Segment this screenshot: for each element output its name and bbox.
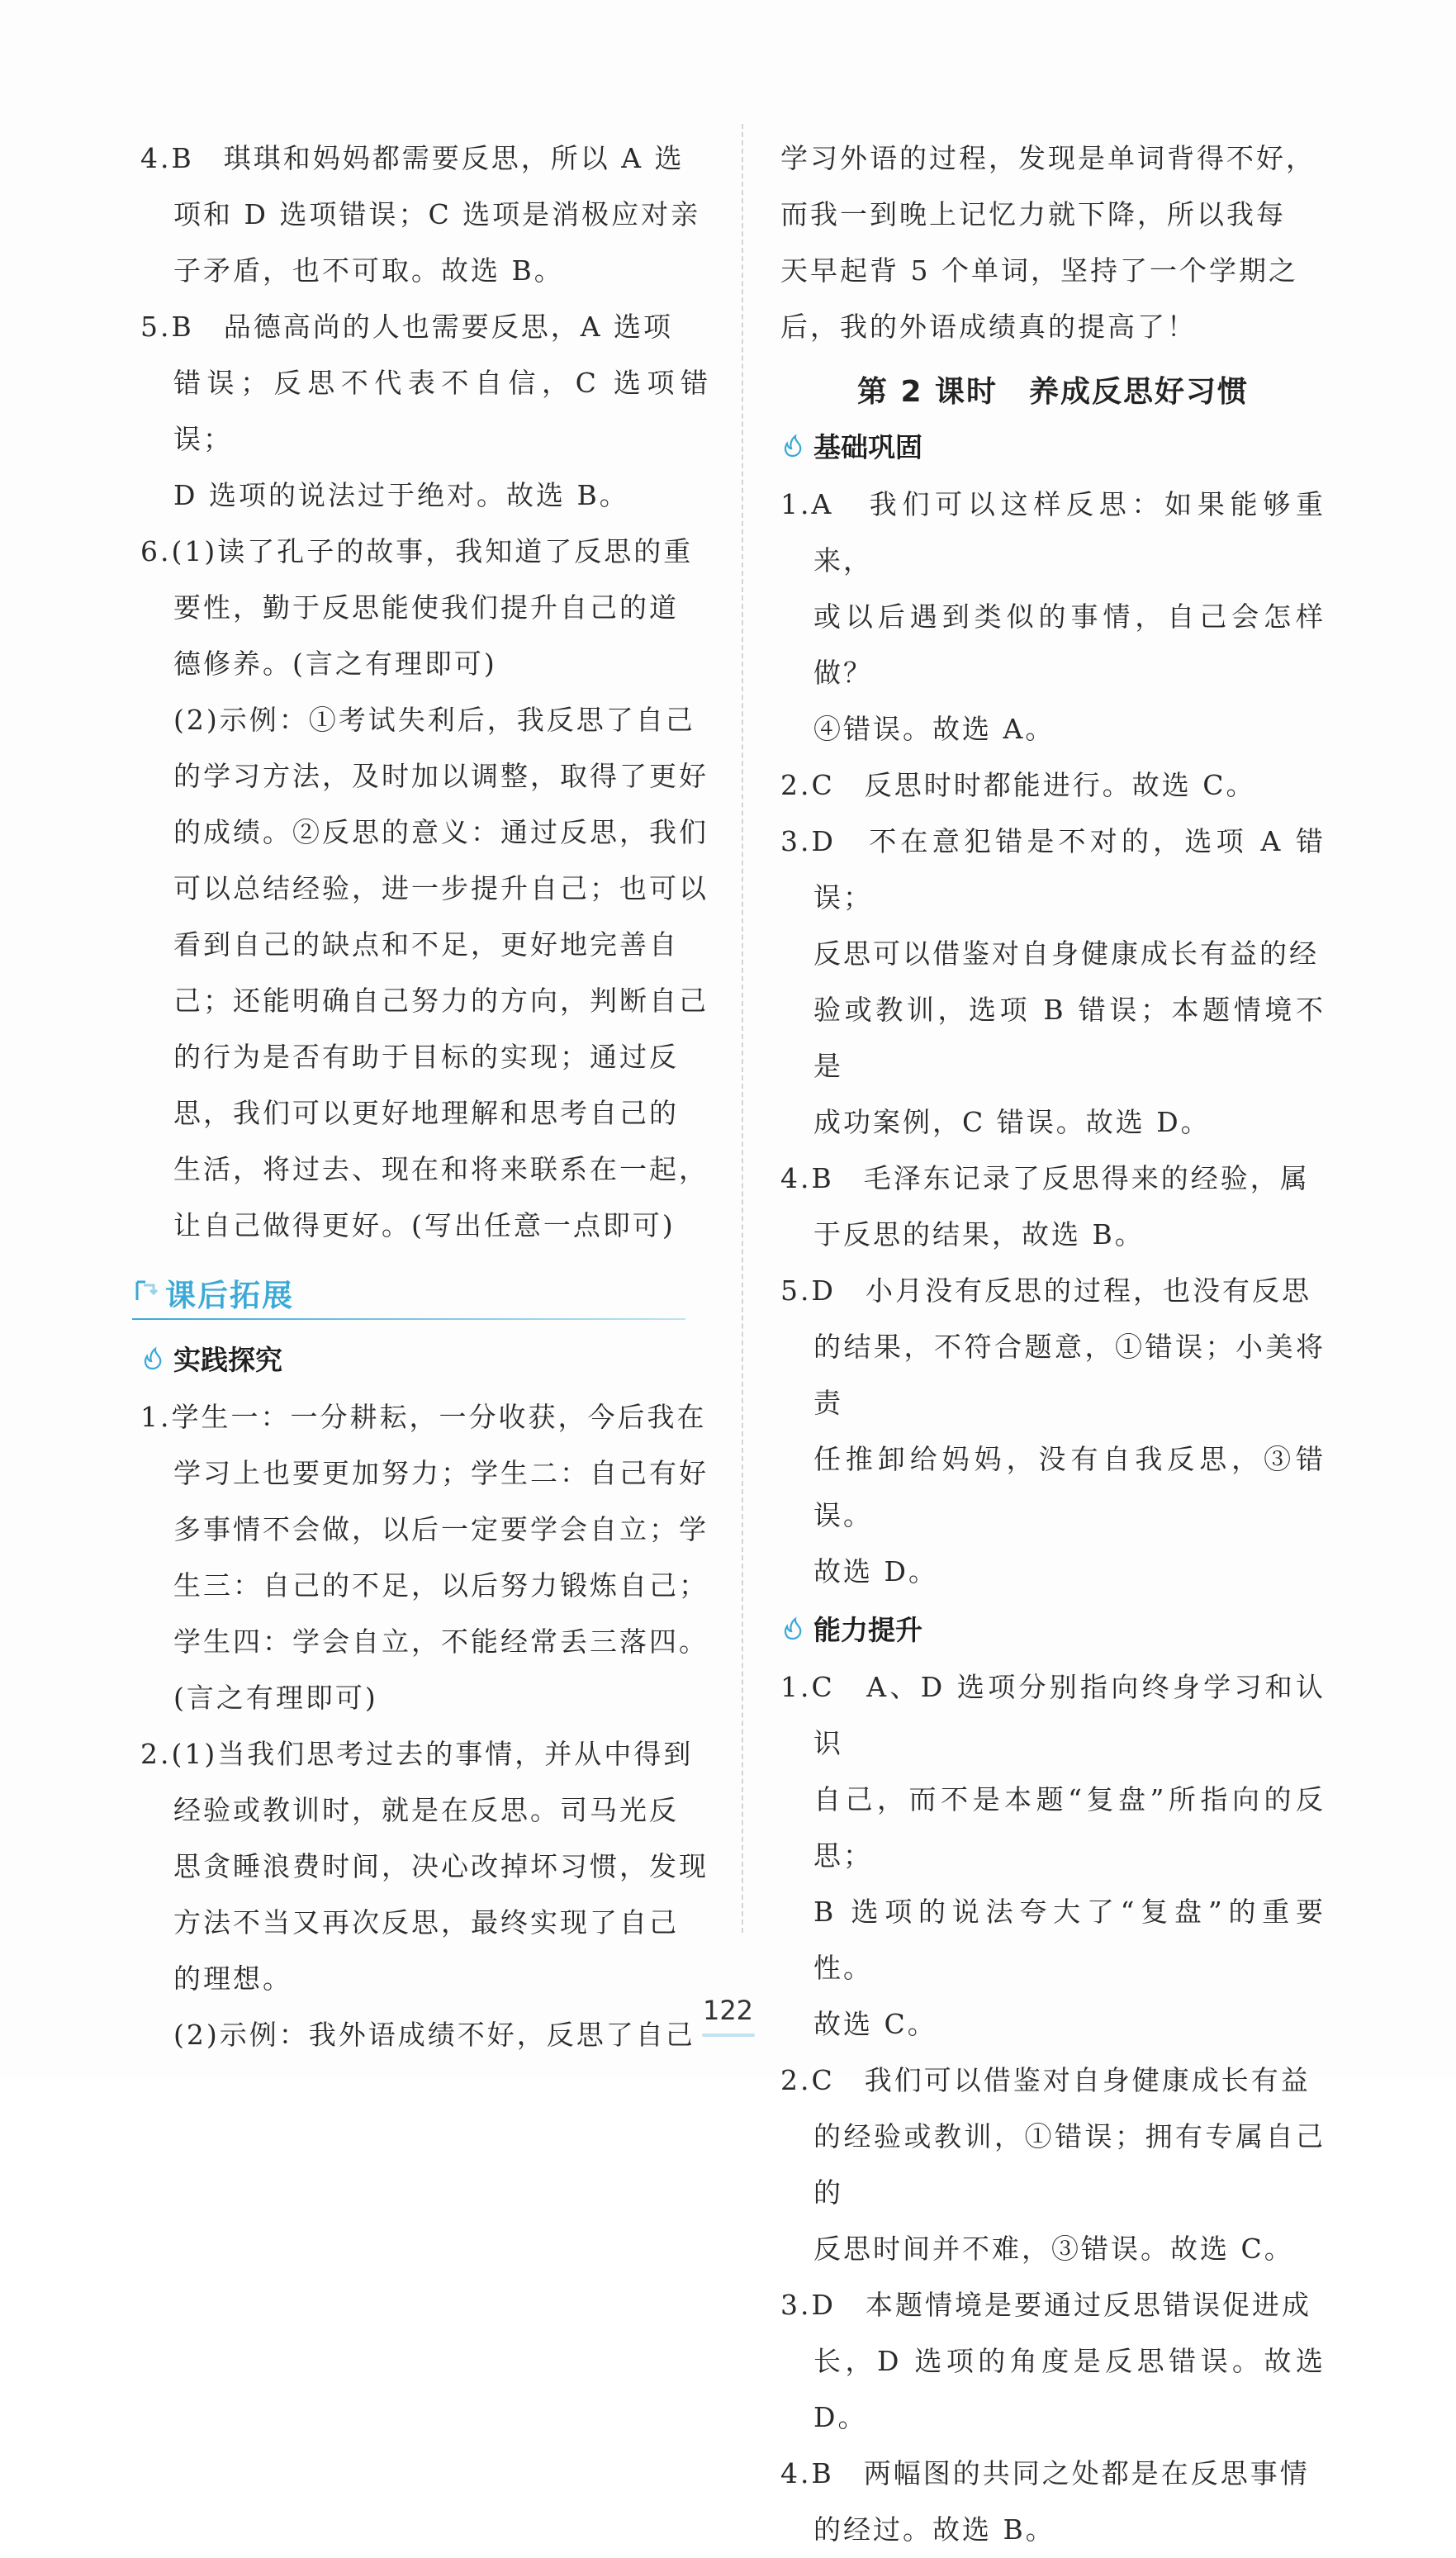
left-column	[140, 131, 710, 2063]
answer-line: 的理想。	[173, 1962, 292, 1995]
answer-line: 己；还能明确自己努力的方向，判断自己	[173, 985, 709, 1017]
flame-leaf-icon	[780, 1616, 805, 1640]
answer-line: 或以后遇到类似的事情，自己会怎样做？	[813, 600, 1326, 689]
answer-item	[780, 2446, 1326, 2558]
flame-leaf-icon	[140, 1345, 165, 1370]
answer-line: 成功案例，C 错误。故选 D。	[813, 1106, 1211, 1138]
answer-line: 5.D 小月没有反思的过程，也没有反思	[780, 1274, 1311, 1307]
answer-line: 的经验或教训，①错误；拥有专属自己的	[813, 2120, 1326, 2209]
answer-line: 要性，勤于反思能使我们提升自己的道	[173, 591, 679, 624]
answer-line: 4.B 毛泽东记录了反思得来的经验，属	[780, 1162, 1310, 1194]
answer-line: (2)示例：①考试失利后，我反思了自己	[173, 704, 695, 736]
answer-line: 后，我的外语成绩真的提高了！	[780, 311, 1197, 343]
section-heading-underline	[132, 1318, 685, 1320]
answer-item	[140, 692, 710, 1254]
answer-line: 的行为是否有助于目标的实现；通过反	[173, 1041, 679, 1073]
sub-heading-improve	[780, 1602, 1326, 1654]
answer-line: (言之有理即可)	[173, 1682, 378, 1714]
flame-leaf-icon	[780, 433, 805, 458]
answer-line: 3.D 本题情境是要通过反思错误促进成	[780, 2289, 1311, 2321]
answer-line: 4.B 两幅图的共同之处都是在反思事情	[780, 2457, 1310, 2489]
right-column	[780, 131, 1326, 2558]
answer-line: 学习外语的过程，发现是单词背得不好，	[780, 142, 1316, 174]
answer-line: 的经过。故选 B。	[813, 2513, 1055, 2546]
answer-line: 1.A 我们可以这样反思：如果能够重来，	[780, 488, 1326, 577]
answer-line: 任推卸给妈妈，没有自我反思，③错误。	[813, 1443, 1326, 1531]
answer-line: 项和 D 选项错误；C 选项是消极应对亲	[173, 198, 701, 230]
answer-line: 故选 D。	[813, 1555, 938, 1587]
answer-line: 多事情不会做，以后一定要学会自立；学	[173, 1513, 709, 1545]
answer-line: 6.(1)读了孔子的故事，我知道了反思的重	[140, 535, 694, 567]
sub-heading-label: 实践探究	[173, 1343, 282, 1376]
answer-line: 经验或教训时，就是在反思。司马光反	[173, 1794, 679, 1826]
answer-item	[780, 1659, 1326, 2053]
answer-line: 故选 C。	[813, 2008, 937, 2040]
answer-line: 反思可以借鉴对自身健康成长有益的经	[813, 937, 1319, 970]
bookmark-arrow-icon	[132, 1277, 160, 1308]
answer-line: 长，D 选项的角度是反思错误。故选 D。	[813, 2345, 1326, 2433]
answer-item	[780, 2053, 1326, 2277]
section-heading-label: 课后拓展	[165, 1278, 294, 1313]
answer-line: 生三：自己的不足，以后努力锻炼自己；	[173, 1569, 709, 1602]
answer-item	[780, 2277, 1326, 2446]
lesson-title: 第 2 课时 养成反思好习惯	[856, 375, 1250, 409]
answer-line: 错误；反思不代表不自信，C 选项错误；	[173, 367, 710, 455]
answer-line: (2)示例：我外语成绩不好，反思了自己	[173, 2019, 695, 2051]
sub-heading-practice	[140, 1331, 710, 1384]
answer-line: 自己，而不是本题“复盘”所指向的反思；	[813, 1783, 1326, 1872]
answer-line: 让自己做得更好。(写出任意一点即可)	[173, 1209, 676, 1241]
answer-item	[780, 1263, 1326, 1600]
answer-line: ④错误。故选 A。	[813, 713, 1055, 745]
answer-line: 1.C A、D 选项分别指向终身学习和认识	[780, 1671, 1326, 1759]
answer-line: 2.(1)当我们思考过去的事情，并从中得到	[140, 1738, 694, 1770]
answer-line: 5.B 品德高尚的人也需要反思，A 选项	[140, 311, 674, 343]
answer-line: 的结果，不符合题意，①错误；小美将责	[813, 1331, 1326, 1419]
page-number: 122	[702, 1995, 754, 2026]
answer-item	[140, 524, 710, 692]
page-number-underline	[702, 2034, 755, 2037]
answer-line: 学生四：学会自立，不能经常丢三落四。	[173, 1625, 709, 1658]
section-heading	[132, 1265, 710, 1320]
answer-line: 验或教训，选项 B 错误；本题情境不是	[813, 994, 1326, 1082]
answer-line: 2.C 反思时时都能进行。故选 C。	[780, 769, 1256, 801]
answer-item	[780, 814, 1326, 1151]
answer-line: 1.学生一：一分耕耘，一分收获，今后我在	[140, 1401, 707, 1433]
answer-line: 反思时间并不难，③错误。故选 C。	[813, 2233, 1294, 2265]
answer-line: 子矛盾，也不可取。故选 B。	[173, 254, 564, 287]
continued-answer	[780, 131, 1326, 355]
answer-line: B 选项的说法夸大了“复盘”的重要性。	[813, 1896, 1326, 1984]
sub-heading-label: 基础巩固	[813, 430, 922, 463]
answers-block-improve	[780, 1659, 1326, 2558]
answer-line: 3.D 不在意犯错是不对的，选项 A 错误；	[780, 825, 1326, 914]
answer-item	[140, 131, 710, 299]
answers-block-1	[140, 131, 710, 1254]
sub-heading-label: 能力提升	[813, 1613, 922, 1646]
answer-line: 而我一到晚上记忆力就下降，所以我每	[780, 198, 1286, 230]
answer-line: 看到自己的缺点和不足，更好地完善自	[173, 928, 679, 961]
answer-item	[780, 477, 1326, 757]
answers-block-basics	[780, 477, 1326, 1600]
answers-block-2	[140, 1389, 710, 2063]
answer-line: 思，我们可以更好地理解和思考自己的	[173, 1097, 679, 1129]
column-divider	[742, 124, 743, 1933]
answer-line: 学习上也要更加努力；学生二：自己有好	[173, 1457, 709, 1489]
answer-item	[140, 299, 710, 524]
answer-line: 天早起背 5 个单词，坚持了一个学期之	[780, 254, 1298, 287]
answer-line: 思贪睡浪费时间，决心改掉坏习惯，发现	[173, 1850, 709, 1882]
answer-line: 的学习方法，及时加以调整，取得了更好	[173, 760, 709, 792]
answer-line: 德修养。(言之有理即可)	[173, 648, 497, 680]
answer-line: 4.B 琪琪和妈妈都需要反思，所以 A 选	[140, 142, 685, 174]
answer-line: 可以总结经验，进一步提升自己；也可以	[173, 872, 709, 904]
answer-item	[780, 1151, 1326, 1263]
answer-line: 于反思的结果，故选 B。	[813, 1218, 1145, 1251]
answer-line: 生活，将过去、现在和将来联系在一起，	[173, 1153, 709, 1185]
answer-item	[140, 1726, 710, 2007]
answer-line: 的成绩。②反思的意义：通过反思，我们	[173, 816, 709, 848]
answer-item	[780, 757, 1326, 814]
answer-item	[140, 1389, 710, 1726]
answer-line: 方法不当又再次反思，最终实现了自己	[173, 1906, 679, 1939]
sub-heading-basics	[780, 419, 1326, 472]
answer-line: 2.C 我们可以借鉴对自身健康成长有益	[780, 2064, 1311, 2096]
answer-line: D 选项的说法过于绝对。故选 B。	[173, 479, 629, 511]
